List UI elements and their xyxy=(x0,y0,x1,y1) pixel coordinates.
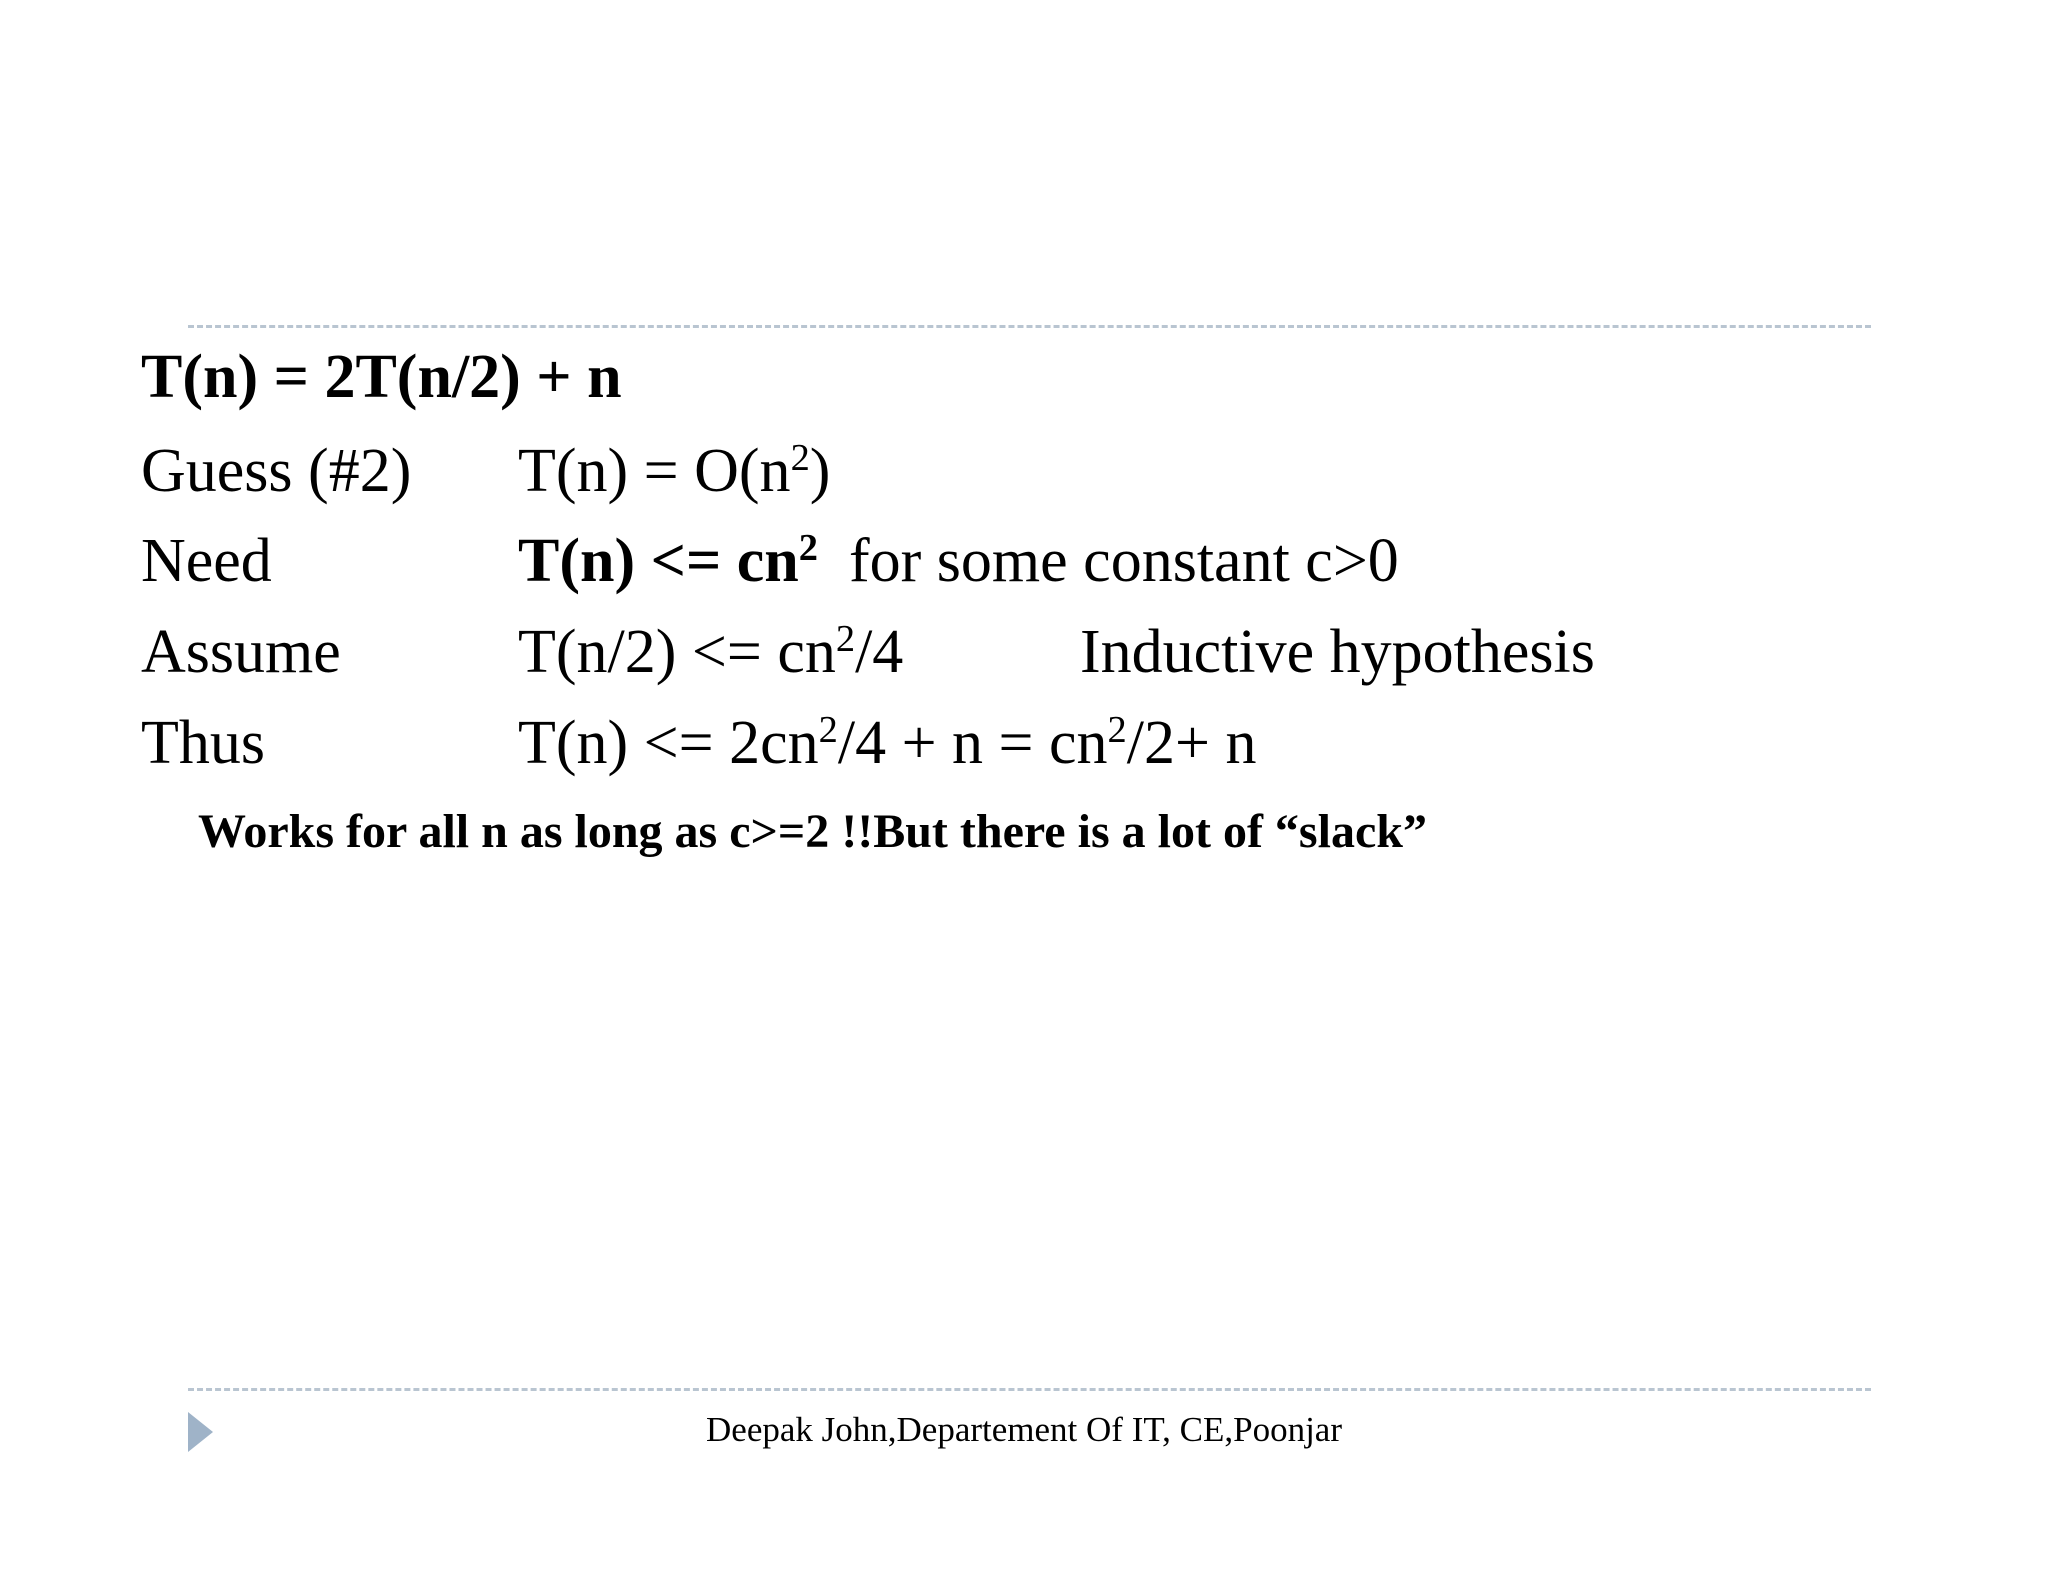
expr-part: T(n) <= 2cn xyxy=(518,709,819,777)
row-label-assume: Assume xyxy=(141,618,341,686)
row-expr-thus xyxy=(518,708,1257,777)
expr-part: ) xyxy=(809,437,831,505)
expr-bold-superscript: 2 xyxy=(798,526,819,569)
expr-superscript: 2 xyxy=(790,436,810,479)
expr-bold-part: T(n) <= cn xyxy=(518,527,799,595)
slide-title: T(n) = 2T(n/2) + n xyxy=(141,343,622,411)
top-divider xyxy=(188,325,1871,328)
expr-part: /4 xyxy=(855,618,904,686)
row-label-need: Need xyxy=(141,527,272,595)
expr-part: /4 + n = cn xyxy=(837,709,1108,777)
expr-superscript: 2 xyxy=(835,617,856,660)
row-label-guess: Guess (#2) xyxy=(141,437,412,505)
row-expr-need xyxy=(518,526,1399,595)
expr-part: T(n/2) <= cn xyxy=(518,618,836,686)
row-label-thus: Thus xyxy=(141,709,265,777)
expr-part: /2+ n xyxy=(1126,709,1257,777)
expr-superscript: 2 xyxy=(1107,708,1127,751)
footer-text: Deepak John,Departement Of IT, CE,Poonjar xyxy=(706,1410,1342,1449)
expr-part: for some constant c>0 xyxy=(818,527,1399,595)
expr-part: T(n) = O(n xyxy=(518,437,791,505)
expr-superscript: 2 xyxy=(818,708,838,751)
row-expr-assume xyxy=(518,617,904,686)
conclusion-text: Works for all n as long as c>=2 !!But there is a lot of “slack” xyxy=(198,805,1427,858)
row-expr-guess xyxy=(518,436,831,505)
row-note-inductive-hypothesis: Inductive hypothesis xyxy=(1080,618,1595,686)
bottom-divider xyxy=(188,1388,1871,1391)
